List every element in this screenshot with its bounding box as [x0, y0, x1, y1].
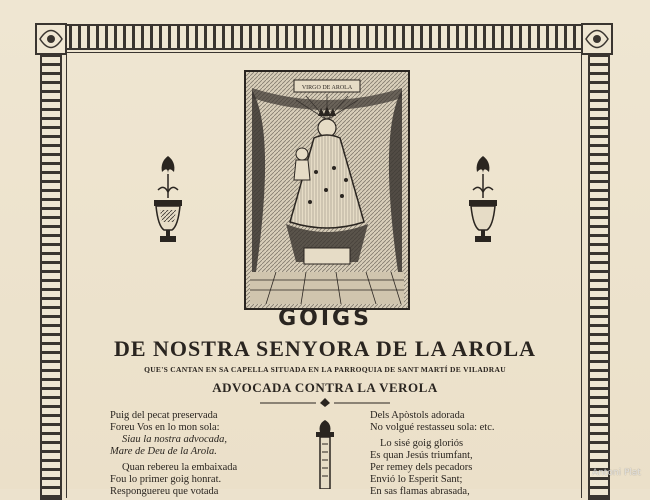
verse-line: Puig del pecat preservada [110, 410, 218, 421]
verse-line: No volgué restasseu sola: etc. [370, 422, 495, 433]
corner-ornament-icon [576, 18, 618, 60]
flower-vase-icon [150, 152, 186, 248]
verse-refrain-line: Siau la nostra advocada, [122, 434, 227, 445]
verse-line: Foreu Vos en lo mon sola: [110, 422, 220, 433]
document-subheading: QUE'S CANTAN EN SA CAPELLA SITUADA EN LA PARROQUIA DE SANT MARTÍ DE VILADRAU [144, 365, 506, 374]
verse-line: En sas flamas abrasada, [370, 486, 470, 497]
verse-line: Quan rebereu la embaixada [122, 462, 238, 473]
verse-line: Fou lo primer goig honrat. [110, 474, 222, 485]
verse-line: Es quan Jesús triumfant, [370, 450, 473, 461]
verses-right-column [370, 410, 560, 498]
verse-line: Lo sisé goig gloriós [380, 438, 464, 449]
engraving-banner-text: VIRGO DE AROLA [301, 85, 353, 91]
verse-line: Envió lo Esperit Sant; [370, 474, 463, 485]
watermark: Antoni Plat [592, 468, 641, 478]
document-heading: DE NOSTRA SENYORA DE LA AROLA [113, 336, 537, 361]
divider-ornament-icon [260, 397, 390, 407]
verse-line: Dels Apòstols adorada [370, 410, 465, 421]
ornamental-border-left [40, 46, 62, 500]
advocation-line: ADVOCADA CONTRA LA VEROLA [212, 380, 438, 395]
virgin-engraving [244, 70, 410, 310]
ornamental-border-top [40, 24, 610, 50]
flower-vase-icon [465, 152, 501, 248]
verse-line: Responguereu que votada [110, 486, 219, 497]
verse-line: Per remey dels pecadors [370, 462, 473, 473]
document-title: GOIGS [278, 306, 372, 331]
verses-left-column [110, 410, 290, 498]
candlestick-ornament-icon [312, 418, 338, 489]
verse-refrain-line: Mare de Deu de la Arola. [110, 446, 217, 457]
ornamental-border-right [588, 46, 610, 500]
corner-ornament-icon [30, 18, 72, 60]
